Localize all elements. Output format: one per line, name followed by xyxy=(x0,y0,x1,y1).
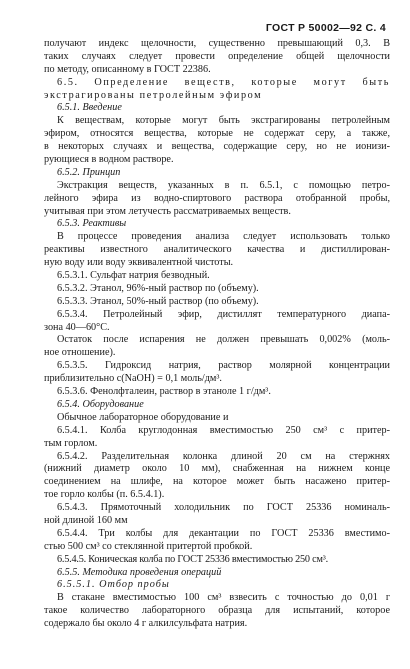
section-heading: 6.5. Определение веществ, которые могут быть xyxy=(57,76,390,88)
subsection-heading: 6.5.4. Оборудование xyxy=(57,398,144,410)
text-line: 6.5.3.3. Этанол, 50%-ный раствор (по объему). xyxy=(57,295,259,307)
text-line: 6.5.4.2. Разделительная колонка длиной 20 см на стержнях xyxy=(57,450,390,462)
text-line: ной длиной 160 мм xyxy=(44,514,128,526)
text-line: 6.5.4.1. Колба круглодонная вместимостью 250 см³ с притер- xyxy=(57,424,390,436)
text-line: в некоторых случаях и вещества, содержащие серу, но не ионизи- xyxy=(44,141,390,153)
text-line: тым горлом. xyxy=(44,437,98,449)
text-line: приблизительно c(NaOH) = 0,1 моль/дм³. xyxy=(44,373,222,385)
text-line: стью 500 см³ со стеклянной притертой пробкой. xyxy=(44,540,253,552)
page-header: ГОСТ Р 50002—92 С. 4 xyxy=(265,22,386,34)
text-line: такое количество лабораторного образца для испытаний, которое xyxy=(44,605,390,617)
text-line: ную воду или воду эквивалентной чистоты. xyxy=(44,257,234,269)
text-line: эфиром, относятся вещества, которые не содержат серу, а также, xyxy=(44,128,390,140)
text-line: 6.5.4.4. Три колбы для декантации по ГОСТ 25336 вместимо- xyxy=(57,527,390,539)
text-line: 6.5.3.5. Гидроксид натрия, раствор молярной концентрации xyxy=(57,360,390,372)
text-line: тое горло колбы (п. 6.5.4.1). xyxy=(44,489,165,501)
text-line: Остаток после испарения не должен превышать 0,002% (моль- xyxy=(57,334,390,346)
text-line: по методу, описанному в ГОСТ 22386. xyxy=(44,63,211,75)
text-line: В процессе проведения анализа следует использовать только xyxy=(57,231,390,243)
text-line: зона 40—60°С. xyxy=(44,321,110,333)
text-line: Обычное лабораторное оборудование и xyxy=(57,411,229,423)
text-line: таких случаях следует провести определение общей щелочности xyxy=(44,50,390,62)
text-line: К веществам, которые могут быть экстрагированы петролейным xyxy=(57,115,390,127)
text-line: 6.5.3.1. Сульфат натрия безводный. xyxy=(57,270,210,282)
text-line: рующиеся в водном растворе. xyxy=(44,154,174,166)
text-line: ное отношение). xyxy=(44,347,116,359)
text-line: 6.5.3.4. Петролейный эфир, дистиллят температурного диапа- xyxy=(57,308,390,320)
text-line: 6.5.3.2. Этанол, 96%-ный раствор по (объему). xyxy=(57,282,259,294)
subsection-heading: 6.5.3. Реактивы xyxy=(57,218,127,230)
text-line: 6.5.3.6. Фенолфталеин, раствор в этаноле 1 г/дм³. xyxy=(57,386,271,398)
subsection-heading: 6.5.5.1. Отбор пробы xyxy=(57,579,170,591)
text-line: учитывая при этом летучесть рассматриваемых веществ. xyxy=(44,205,291,217)
document-body xyxy=(44,38,390,631)
subsection-heading: 6.5.1. Введение xyxy=(57,102,122,114)
text-line: лейного эфира из водно-спиртового раствора отобранной пробы, xyxy=(44,192,390,204)
section-heading: экстрагированы петролейным эфиром xyxy=(44,89,263,101)
text-line: 6.5.4.5. Коническая колба по ГОСТ 25336 вместимостью 250 см³. xyxy=(57,553,328,565)
text-line: (нижний диаметр около 10 мм), снабженная на нижнем конце xyxy=(44,463,390,475)
subsection-heading: 6.5.5. Методика проведения операций xyxy=(57,566,222,578)
text-line: реактивы известного аналитического качества и дистиллирован- xyxy=(44,244,390,256)
text-line: содержало бы около 4 г алкилсульфата натрия. xyxy=(44,618,248,630)
text-line: В стакане вместимостью 100 см³ взвесить с точностью до 0,01 г xyxy=(57,592,390,604)
subsection-heading: 6.5.2. Принцип xyxy=(57,166,121,178)
text-line: получают индекс щелочности, существенно превышающий 0,3. В xyxy=(44,38,390,49)
text-line: 6.5.4.3. Прямоточный холодильник по ГОСТ 25336 номиналь- xyxy=(57,502,390,514)
text-line: соединением на шлифе, на которое может быть насажено притер- xyxy=(44,476,390,488)
text-line: Экстракция веществ, указанных в п. 6.5.1, с помощью петро- xyxy=(57,179,390,191)
